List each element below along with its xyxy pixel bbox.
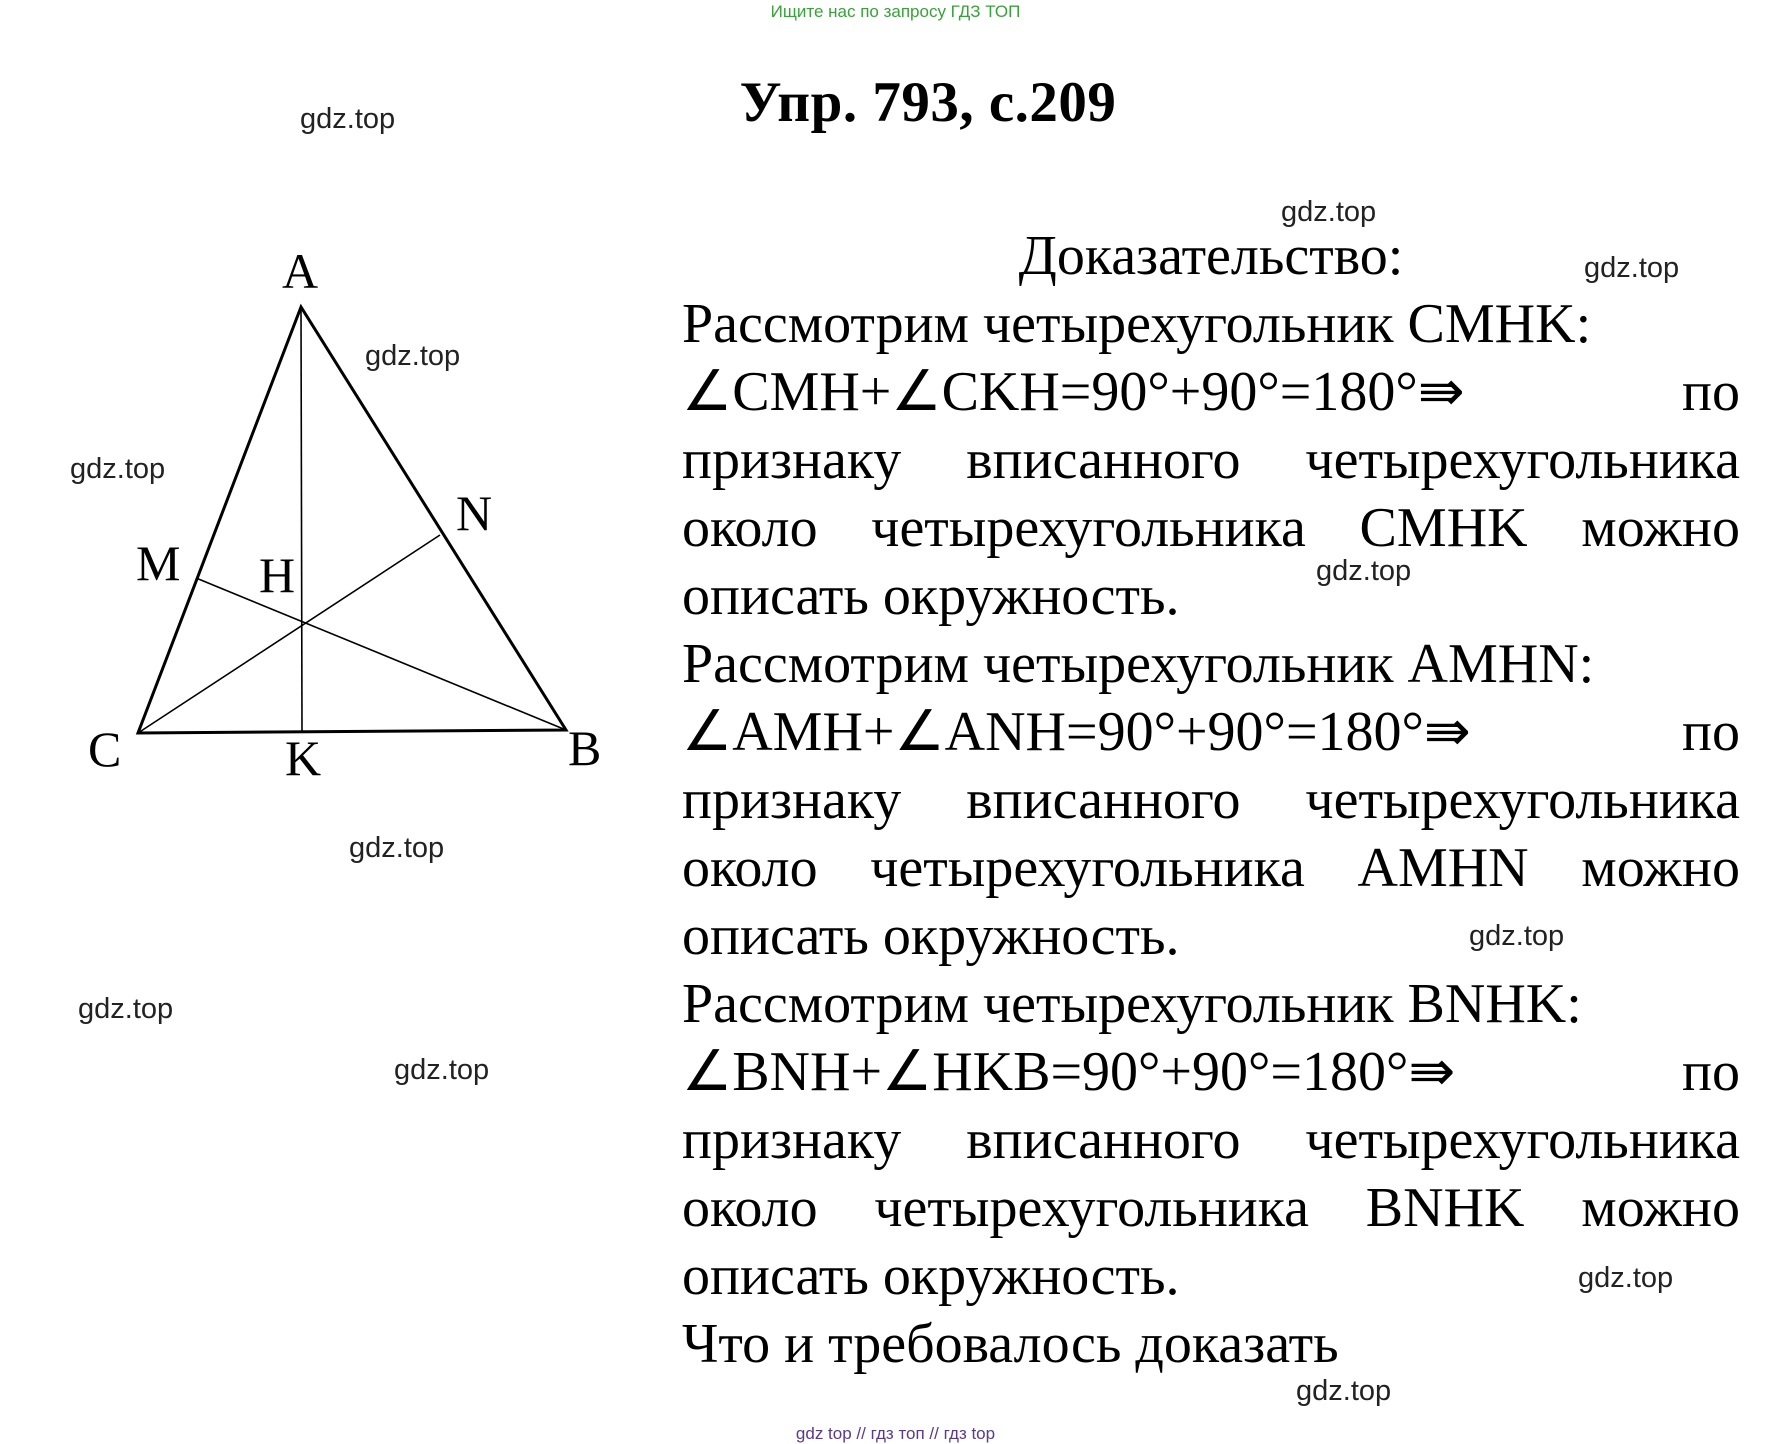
reason-line: около четырехугольника CMHK можно [682, 497, 1740, 559]
watermark: gdz.top [365, 340, 461, 372]
equation-line [682, 358, 1740, 426]
altitude-bm [196, 578, 566, 730]
label-n: N [456, 485, 493, 541]
conclusion-line: Что и требовалось доказать [682, 1313, 1339, 1375]
proof-block-amhn [682, 630, 1740, 970]
consider-line: Рассмотрим четырехугольник AMHN: [682, 633, 1595, 695]
watermark: gdz.top [1281, 196, 1377, 228]
watermark: gdz.top [78, 993, 174, 1025]
watermark: gdz.top [1316, 555, 1412, 587]
reason-line: около четырехугольника BNHK можно [682, 1177, 1740, 1239]
reason-line: описать окружность. [682, 565, 1180, 627]
consider-line: Рассмотрим четырехугольник BNHK: [682, 973, 1582, 1035]
proof-text [682, 222, 1740, 1378]
proof-block-bnhk [682, 970, 1740, 1310]
label-m: M [136, 535, 181, 591]
exercise-title: Упр. 793, с.209 [739, 71, 1117, 134]
consider-line: Рассмотрим четырехугольник CMHK: [682, 293, 1592, 355]
equation-line [682, 1038, 1740, 1106]
label-b: B [568, 720, 602, 776]
label-h: H [259, 547, 296, 603]
equation-line [682, 698, 1740, 766]
word-po: по [1682, 361, 1740, 423]
top-banner: Ищите нас по запросу ГДЗ ТОП [770, 2, 1021, 21]
altitude-ak [301, 307, 302, 732]
reason-line: около четырехугольника AMHN можно [682, 837, 1740, 899]
watermark: gdz.top [1469, 920, 1565, 952]
watermark: gdz.top [1296, 1375, 1392, 1407]
reason-line: признаку вписанного четырехугольника [682, 1109, 1740, 1171]
footer-links[interactable]: gdz top // гдз топ // гдз top [795, 1424, 996, 1443]
watermark: gdz.top [394, 1054, 490, 1086]
reason-line: описать окружность. [682, 1245, 1180, 1307]
label-k: K [285, 730, 322, 786]
watermark: gdz.top [1578, 1262, 1674, 1294]
watermark: gdz.top [1584, 252, 1680, 284]
angle-equation: ∠AMH+∠ANH=90°+90°=180°⇛ [682, 701, 1471, 763]
triangle-lines [138, 307, 566, 733]
triangle-figure [60, 230, 640, 810]
reason-line: признаку вписанного четырехугольника [682, 769, 1740, 831]
word-po: по [1682, 1041, 1740, 1103]
watermark: gdz.top [70, 453, 166, 485]
watermark: gdz.top [300, 103, 396, 135]
word-po: по [1682, 701, 1740, 763]
proof-heading: Доказательство: [1018, 225, 1404, 287]
reason-line: признаку вписанного четырехугольника [682, 429, 1740, 491]
angle-equation: ∠CMH+∠CKH=90°+90°=180°⇛ [682, 361, 1465, 423]
label-c: C [88, 721, 122, 777]
watermark: gdz.top [349, 832, 445, 864]
proof-block-cmhk [682, 290, 1740, 630]
label-a: A [282, 243, 319, 299]
reason-line: описать окружность. [682, 905, 1180, 967]
triangle-abc [138, 307, 566, 733]
angle-equation: ∠BNH+∠HKB=90°+90°=180°⇛ [682, 1041, 1456, 1103]
